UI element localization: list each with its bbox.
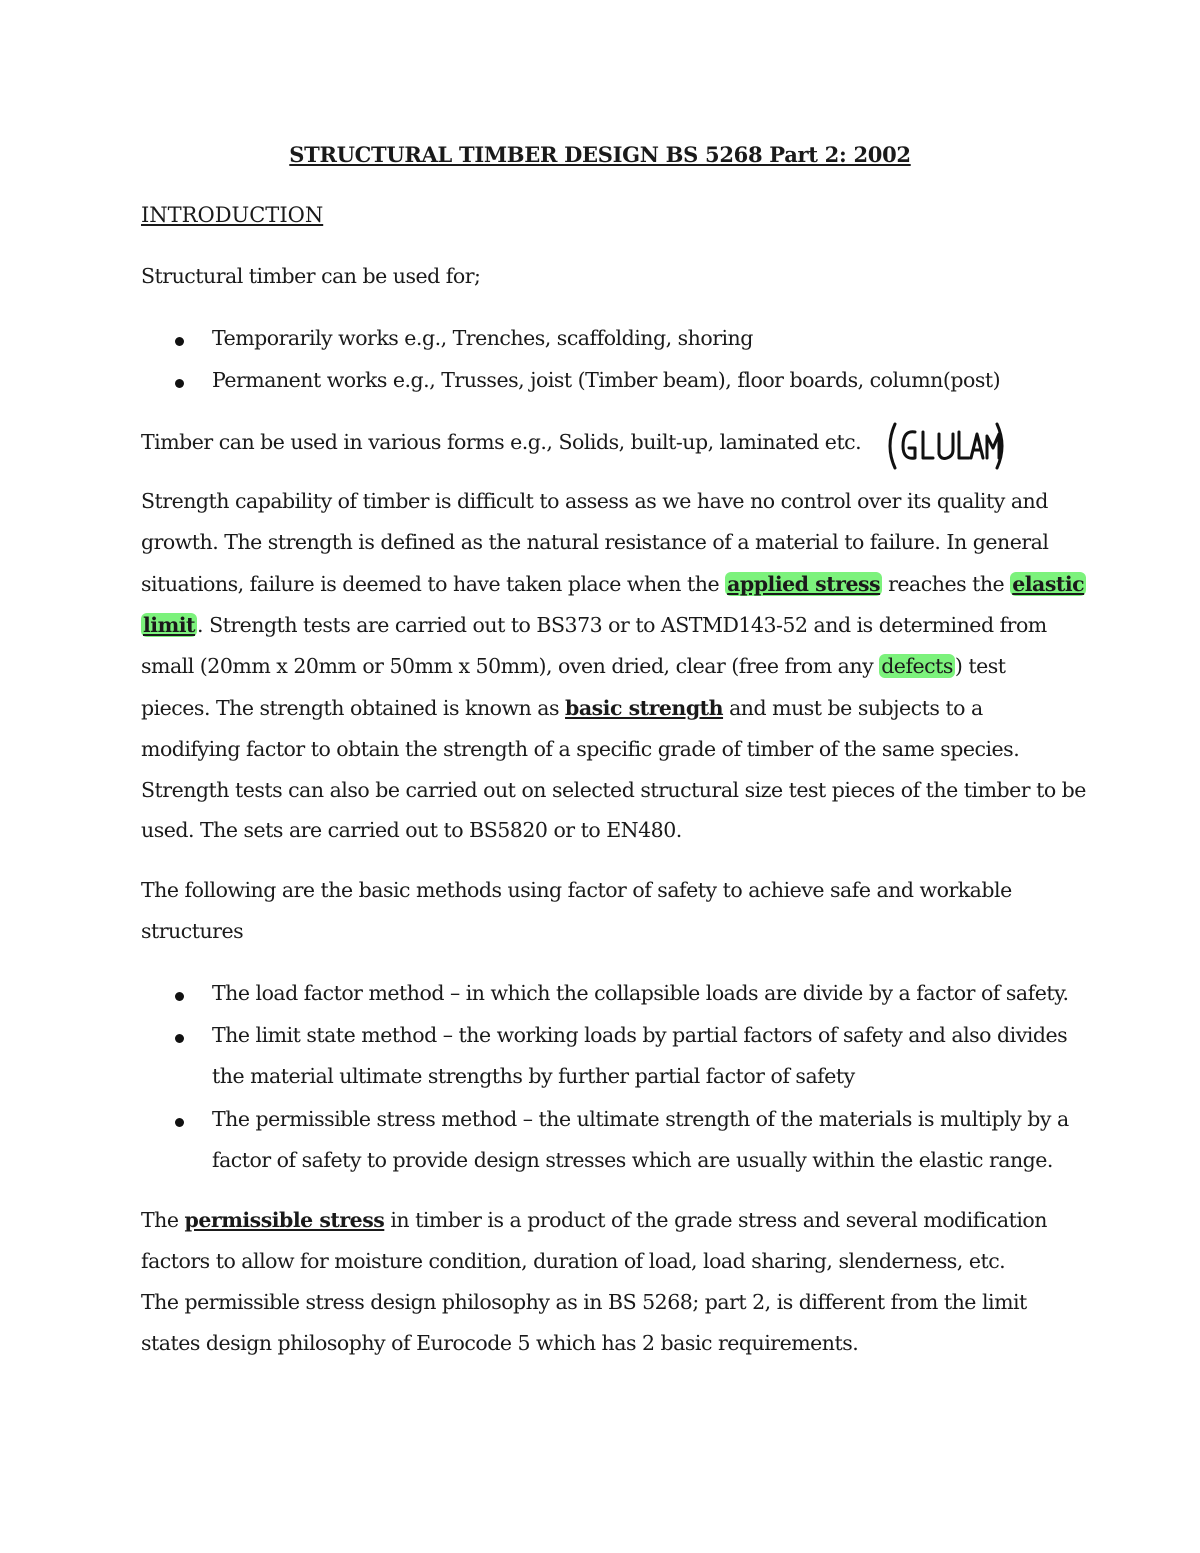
strength-line: used. The sets are carried out to BS5820 or to EN480. <box>141 818 682 842</box>
text-run: situations, failure is deemed to have taken place when the <box>141 572 726 596</box>
methods-intro: structures <box>141 919 244 943</box>
list-item: Permanent works e.g., Trusses, joist (Timber beam), floor boards, column(post) <box>212 368 1001 392</box>
strength-line <box>141 696 983 720</box>
highlighted-term: applied stress <box>727 572 881 596</box>
text-run: ) test <box>954 654 1006 678</box>
handwritten-note-glulam <box>883 420 1008 472</box>
strength-line: Strength capability of timber is difficult to assess as we have no control over its quality and <box>141 489 1048 513</box>
highlighted-term: defects <box>881 654 953 678</box>
bullet-icon <box>175 337 184 346</box>
bold-term: basic strength <box>565 696 724 720</box>
list-item: The load factor method – in which the collapsible loads are divide by a factor of safety. <box>212 981 1069 1005</box>
text-run: reaches the <box>882 572 1011 596</box>
section-heading: INTRODUCTION <box>141 203 324 227</box>
bullet-icon <box>175 379 184 388</box>
text-run: pieces. The strength obtained is known as <box>141 696 566 720</box>
highlighted-term: elastic <box>1012 572 1085 596</box>
text-run: The <box>141 1208 185 1232</box>
list-item: Temporarily works e.g., Trenches, scaffolding, shoring <box>212 326 753 350</box>
text-run: and must be subjects to a <box>723 696 983 720</box>
forms-text: Timber can be used in various forms e.g., Solids, built-up, laminated etc. <box>141 430 862 454</box>
strength-line <box>141 654 1006 678</box>
strength-line: modifying factor to obtain the strength of a specific grade of timber of the same species. <box>141 737 1020 761</box>
permissible-line: factors to allow for moisture condition, duration of load, load sharing, slenderness, etc. <box>141 1249 1006 1273</box>
list-item-continuation: the material ultimate strengths by further partial factor of safety <box>212 1064 855 1088</box>
bullet-icon <box>175 992 184 1001</box>
intro-text: Structural timber can be used for; <box>141 264 481 288</box>
document-title: STRUCTURAL TIMBER DESIGN BS 5268 Part 2: 2002 <box>289 142 911 167</box>
strength-line <box>141 572 1086 596</box>
bullet-icon <box>175 1034 184 1043</box>
strength-line: Strength tests can also be carried out on selected structural size test pieces of the timber to be <box>141 778 1086 802</box>
list-item: The permissible stress method – the ultimate strength of the materials is multiply by a <box>212 1107 1069 1131</box>
strength-line <box>141 613 1047 637</box>
text-run: . Strength tests are carried out to BS373 or to ASTMD143-52 and is determined from <box>197 613 1047 637</box>
permissible-line: The permissible stress design philosophy as in BS 5268; part 2, is different from the limit <box>141 1290 1027 1314</box>
permissible-line: states design philosophy of Eurocode 5 which has 2 basic requirements. <box>141 1331 859 1355</box>
bold-term: permissible stress <box>184 1208 385 1232</box>
text-run: in timber is a product of the grade stress and several modification <box>384 1208 1047 1232</box>
permissible-line <box>141 1208 1047 1232</box>
list-item-continuation: factor of safety to provide design stresses which are usually within the elastic range. <box>212 1148 1053 1172</box>
text-run: small (20mm x 20mm or 50mm x 50mm), oven dried, clear (free from any <box>141 654 880 678</box>
highlighted-term: limit <box>143 613 196 637</box>
strength-line: growth. The strength is defined as the natural resistance of a material to failure. In general <box>141 530 1049 554</box>
bullet-icon <box>175 1118 184 1127</box>
methods-intro: The following are the basic methods using factor of safety to achieve safe and workable <box>141 878 1012 902</box>
list-item: The limit state method – the working loads by partial factors of safety and also divides <box>212 1023 1068 1047</box>
